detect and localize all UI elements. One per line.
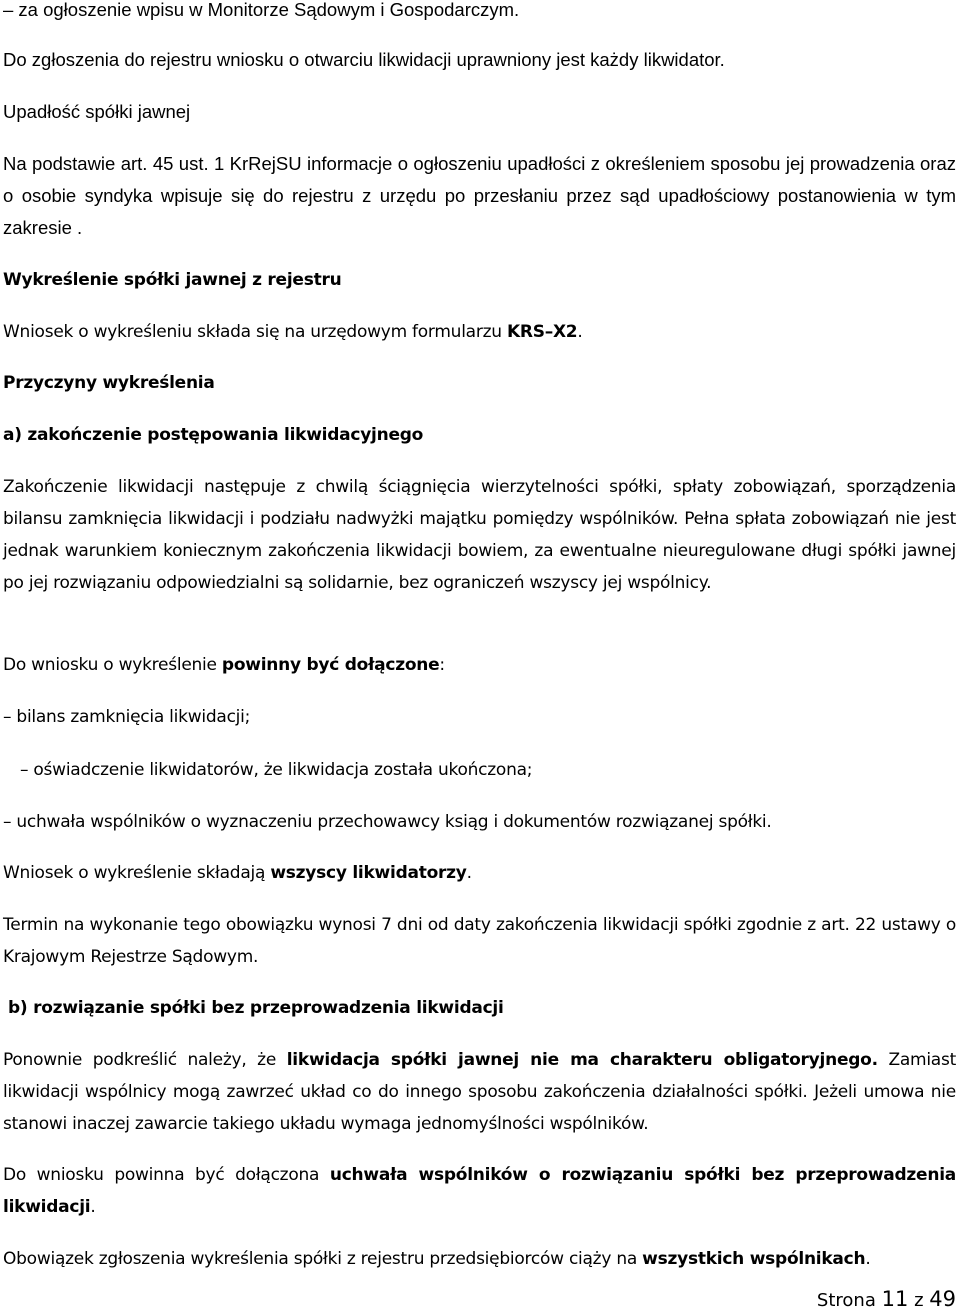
obligation-bold: wszystkich wspólnikach: [642, 1249, 866, 1269]
liquidators-bold: wszyscy likwidatorzy: [270, 863, 467, 883]
list-item-resolution: – uchwała wspólników o wyznaczeniu przechowawcy ksiąg i dokumentów rozwiązanej spółki.: [3, 812, 772, 832]
heading-reasons-text: Przyczyny wykreślenia: [3, 373, 215, 393]
heading-b-text: b) rozwiązanie spółki bez przeprowadzenia likwidacji: [8, 998, 504, 1018]
form-intro-text: Wniosek o wykreśleniu składa się na urzędowym formularzu: [3, 322, 507, 342]
paragraph-liquidators: [3, 857, 956, 889]
paragraph-bankruptcy: Na podstawie art. 45 ust. 1 KrRejSU informacje o ogłoszeniu upadłości z określeniem sposobu jej prowadzenia oraz o osobie syndyka wpisuje się do rejestru z urzędu po przesłaniu przez sąd upadłościowy postanowienia w tym zakresie .: [3, 153, 956, 238]
paragraph-registration-right: Do zgłoszenia do rejestru wniosku o otwarciu likwidacji uprawniony jest każdy likwidator.: [3, 49, 725, 70]
paragraph-attachments: [3, 649, 956, 681]
obligation-end: .: [865, 1249, 871, 1269]
resolution-end: .: [90, 1197, 96, 1217]
obligation-intro: Obowiązek zgłoszenia wykreślenia spółki z rejestru przedsiębiorców ciąży na: [3, 1249, 643, 1269]
form-code: KRS–X2: [506, 322, 578, 342]
current-page: 11: [881, 1287, 909, 1311]
form-end: .: [577, 322, 583, 342]
liquidators-intro: Wniosek o wykreślenie składają: [3, 863, 271, 883]
not-obligatory-bold: likwidacja spółki jawnej nie ma charakteru obligatoryjnego.: [286, 1050, 878, 1070]
page-number: [817, 1286, 956, 1314]
heading-b: [8, 992, 960, 1024]
resolution-intro: Do wniosku powinna być dołączona: [3, 1165, 330, 1185]
resolution-bold: uchwała wspólników o rozwiązaniu spółki bez przeprowadzenia likwidacji: [3, 1165, 956, 1217]
page-separator: z: [914, 1290, 924, 1311]
heading-bankruptcy: Upadłość spółki jawnej: [3, 101, 191, 122]
paragraph-announcement: – za ogłoszenie wpisu w Monitorze Sądowym i Gospodarczym.: [3, 0, 520, 20]
list-item-balance: – bilans zamknięcia likwidacji;: [3, 707, 251, 727]
list-item-statement: – oświadczenie likwidatorów, że likwidacja została ukończona;: [20, 760, 533, 780]
heading-reasons: [3, 367, 956, 399]
attachments-end: :: [439, 655, 445, 675]
liquidators-end: .: [466, 863, 472, 883]
paragraph-resolution: [3, 1159, 956, 1223]
heading-a-text: a) zakończenie postępowania likwidacyjnego: [3, 425, 424, 445]
paragraph-liquidation-end: Zakończenie likwidacji następuje z chwilą ściągnięcia wierzytelności spółki, spłaty zobowiązań, sporządzenia bilansu zamknięcia likwidacji i podziału nadwyżki majątku pomiędzy wspólników. Pełna spłata zobowiązań nie jest jednak warunkiem koniecznym zakończenia likwidacji bowiem, za ewentualne nieuregulowane długi spółki jawnej po jej rozwiązaniu odpowiedzialni są solidarnie, bez ograniczeń wszyscy jej wspólnicy.: [3, 477, 956, 593]
not-obligatory-intro: Ponownie podkreślić należy, że: [3, 1050, 287, 1070]
heading-deregistration: [3, 264, 956, 296]
paragraph-obligation: [3, 1243, 956, 1275]
heading-a: [3, 419, 956, 451]
paragraph-deadline: Termin na wykonanie tego obowiązku wynosi 7 dni od daty zakończenia likwidacji spółki zgodnie z art. 22 ustawy o Krajowym Rejestrze Sądowym.: [3, 915, 956, 967]
attachments-bold: powinny być dołączone: [221, 655, 440, 675]
heading-deregistration-text: Wykreślenie spółki jawnej z rejestru: [3, 270, 342, 290]
total-pages: 49: [929, 1287, 956, 1311]
paragraph-not-obligatory: [3, 1044, 956, 1140]
not-obligatory-rest: Zamiast likwidacji wspólnicy mogą zawrzeć układ co do innego sposobu zakończenia działalności spółki. Jeżeli umowa nie stanowi inaczej zawarcie takiego układu wymaga jednomyślności wspólników.: [3, 1050, 956, 1134]
attachments-intro: Do wniosku o wykreślenie: [3, 655, 222, 675]
page-label: Strona: [816, 1290, 876, 1311]
paragraph-form: [3, 316, 956, 348]
